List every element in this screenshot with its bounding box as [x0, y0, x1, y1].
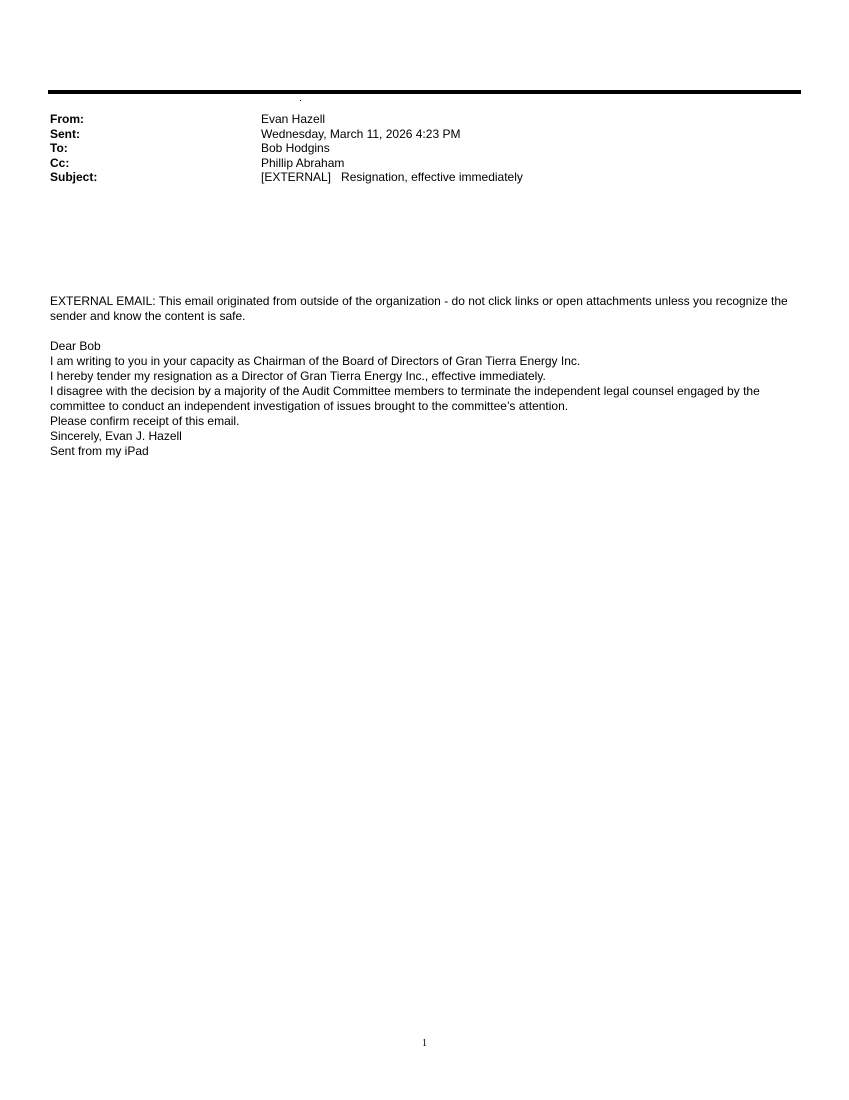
body-line-resignation: I hereby tender my resignation as a Director of Gran Tierra Energy Inc., effective immediately. — [50, 369, 546, 383]
body-line-capacity: I am writing to you in your capacity as Chairman of the Board of Directors of Gran Tierra Energy Inc. — [50, 354, 581, 368]
body-line-signature: Sincerely, Evan J. Hazell — [50, 429, 182, 443]
page-number: 1 — [422, 1038, 427, 1049]
header-divider-rule — [48, 90, 801, 94]
to-row — [50, 141, 790, 156]
from-row — [50, 112, 790, 127]
sent-value: Wednesday, March 11, 2026 4:23 PM — [261, 126, 461, 141]
sent-row — [50, 127, 790, 142]
body-line-confirm: Please confirm receipt of this email. — [50, 414, 240, 428]
cc-row — [50, 156, 790, 171]
subject-row — [50, 170, 790, 185]
body-line-sent-from: Sent from my iPad — [50, 444, 149, 458]
from-value: Evan Hazell — [261, 112, 326, 126]
to-value: Bob Hodgins — [261, 141, 330, 156]
subject-label: Subject: — [50, 170, 98, 185]
external-email-warning: EXTERNAL EMAIL: This email originated from outside of the organization - do not click links or open attachments unless you recognize the sender and know the content is safe. — [50, 294, 788, 323]
stray-mark — [300, 100, 301, 101]
body-line-greeting: Dear Bob — [50, 339, 101, 353]
email-body — [50, 294, 802, 459]
body-line-disagreement: I disagree with the decision by a majority of the Audit Committee members to terminate the independent legal counsel engaged by the committee to conduct an independent investigation of issues brought to the committee’s attention. — [50, 384, 760, 413]
cc-value: Phillip Abraham — [261, 155, 345, 170]
email-header — [50, 112, 790, 185]
cc-label: Cc: — [50, 155, 70, 170]
from-label: From: — [50, 112, 84, 126]
sent-label: Sent: — [50, 126, 80, 141]
subject-value: [EXTERNAL] Resignation, effective immediately — [261, 170, 523, 185]
to-label: To: — [50, 141, 68, 156]
